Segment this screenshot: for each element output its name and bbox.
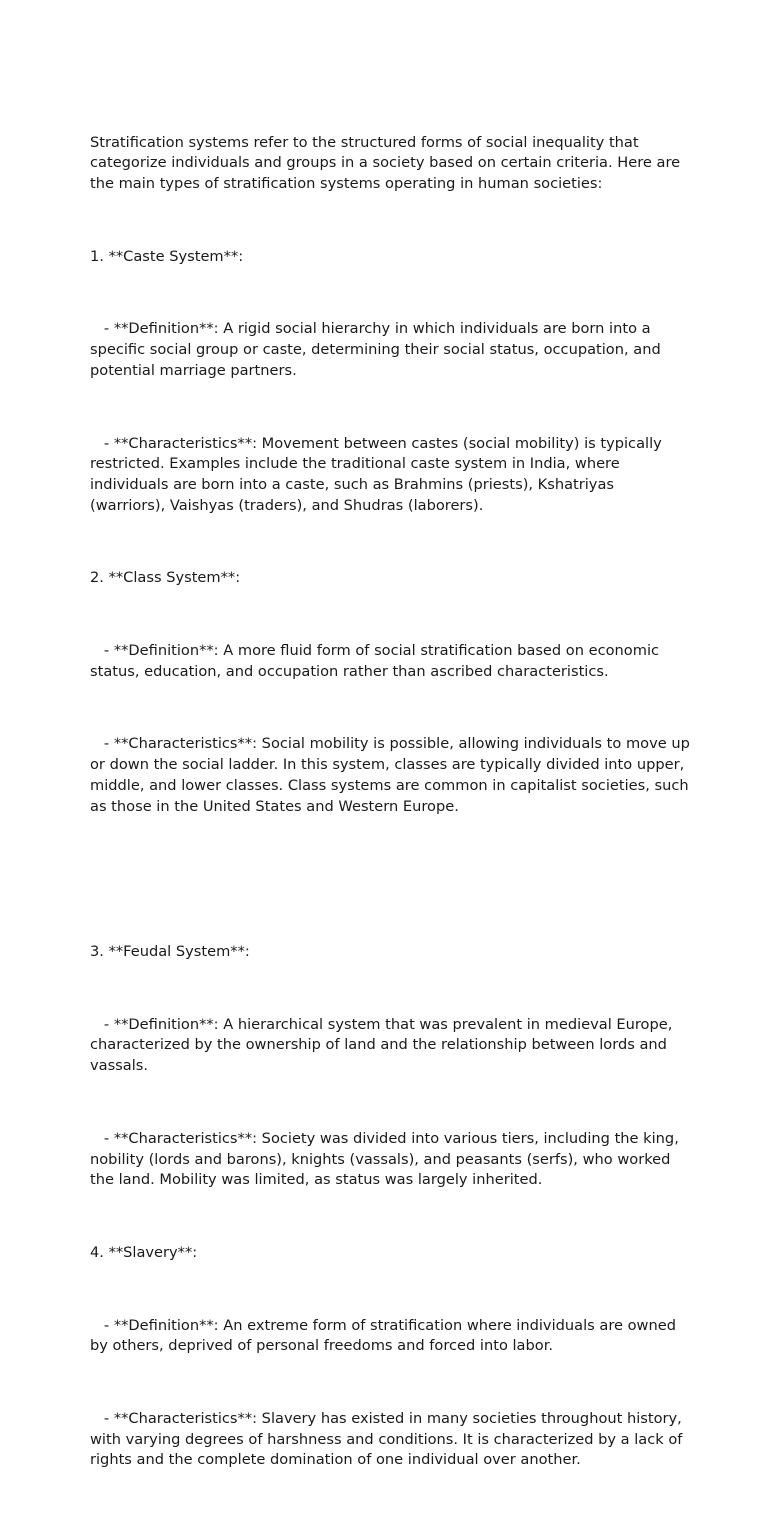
paragraph-spacer [90, 869, 690, 900]
caste-system-definition: - **Definition**: A rigid social hierarchy in which individuals are born into a specific social group or caste, determining their social status, occupation, and potential marriage partners. [90, 320, 666, 379]
feudal-system-definition: - **Definition**: A hierarchical system that was prevalent in medieval Europe, characterized by the ownership of land and the relationship between lords and vassals. [90, 1015, 677, 1075]
slavery-characteristics: - **Characteristics**: Slavery has existed in many societies throughout history, with varying degrees of harshness and conditions. It is characterized by a lack of rights and the complete domination of one individual over another. [90, 1409, 688, 1469]
caste-system-heading: 1. **Caste System**: [90, 247, 244, 265]
intro-paragraph: Stratification systems refer to the structured forms of social inequality that categorize individuals and groups in a society based on certain criteria. Here are the main types of stratification systems operating in human societies: [90, 133, 685, 193]
feudal-system-heading: 3. **Feudal System**: [90, 943, 250, 960]
class-system-heading: 2. **Class System**: [90, 569, 241, 587]
class-system-definition: - **Definition**: A more fluid form of social stratification based on economic status, education, and occupation rather than ascribed characteristics. [90, 642, 664, 680]
slavery-definition: - **Definition**: An extreme form of stratification where individuals are owned by others, deprived of personal freedoms and forced into labor. [90, 1316, 681, 1355]
document-body [90, 91, 695, 1523]
caste-system-characteristics: - **Characteristics**: Movement between castes (social mobility) is typically restricted. Examples include the traditional caste system in India, where individuals are born into a caste, such as Brahmins (priests), Kshatriyas (warriors), Vaishyas (traders), and Shudras (laborers). [90, 434, 667, 514]
feudal-system-characteristics: - **Characteristics**: Society was divided into various tiers, including the king, nobility (lords and barons), knights (vassals), and peasants (serfs), who worked the land. Mobility was limited, as status was largely inherited. [90, 1129, 684, 1189]
slavery-heading: 4. **Slavery**: [90, 1243, 198, 1261]
class-system-characteristics: - **Characteristics**: Social mobility is possible, allowing individuals to move up or down the social ladder. In this system, classes are typically divided into upper, middle, and lower classes. Class systems are common in capitalist societies, such as those in the United States and Western Europe. [90, 735, 695, 815]
